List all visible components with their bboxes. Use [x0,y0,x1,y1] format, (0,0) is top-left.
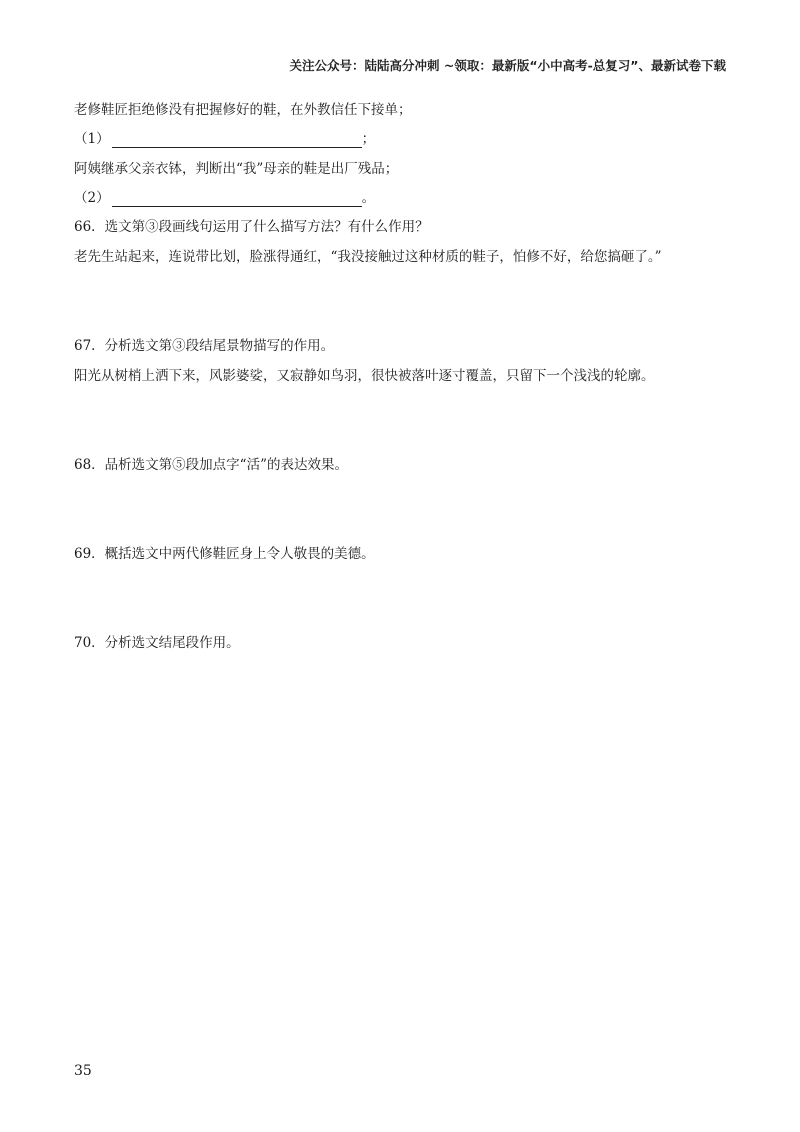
question-70: 70．分析选文结尾段作用。 [74,635,240,651]
blank-2-underline[interactable] [112,191,362,207]
question-69: 69．概括选文中两代修鞋匠身上令人敬畏的美德。 [74,546,375,562]
blank-1-underline[interactable] [112,132,362,148]
context-line-2: 阿姨继承父亲衣钵，判断出“我”母亲的鞋是出厂残品； [74,161,399,177]
blank-1-label: （1） [74,131,110,147]
question-68: 68．品析选文第⑤段加点字“活”的表达效果。 [74,457,348,473]
page-number: 35 [74,1063,92,1079]
page-header: 关注公众号：陆陆高分冲刺 ~领取：最新版“小中高考-总复习”、最新试卷下载 [289,58,726,73]
question-66-quote: 老先生站起来，连说带比划，脸涨得通红，“我没接触过这种材质的鞋子，怕修不好，给您搞砸了。” [74,249,662,265]
context-line-1: 老修鞋匠拒绝修没有把握修好的鞋，在外教信任下接单； [74,102,412,118]
blank-2-end: 。 [361,190,376,206]
blank-2-label: （2） [74,190,110,206]
question-67-quote: 阳光从树梢上洒下来，风影婆娑，又寂静如鸟羽，很快被落叶逐寸覆盖，只留下一个浅浅的轮廓。 [74,368,655,384]
question-67: 67．分析选文第③段结尾景物描写的作用。 [74,338,335,354]
answer-blank-2 [74,189,375,207]
answer-blank-1 [74,130,375,148]
blank-1-end: ； [361,131,376,147]
question-66: 66．选文第③段画线句运用了什么描写方法？有什么作用？ [74,219,429,235]
